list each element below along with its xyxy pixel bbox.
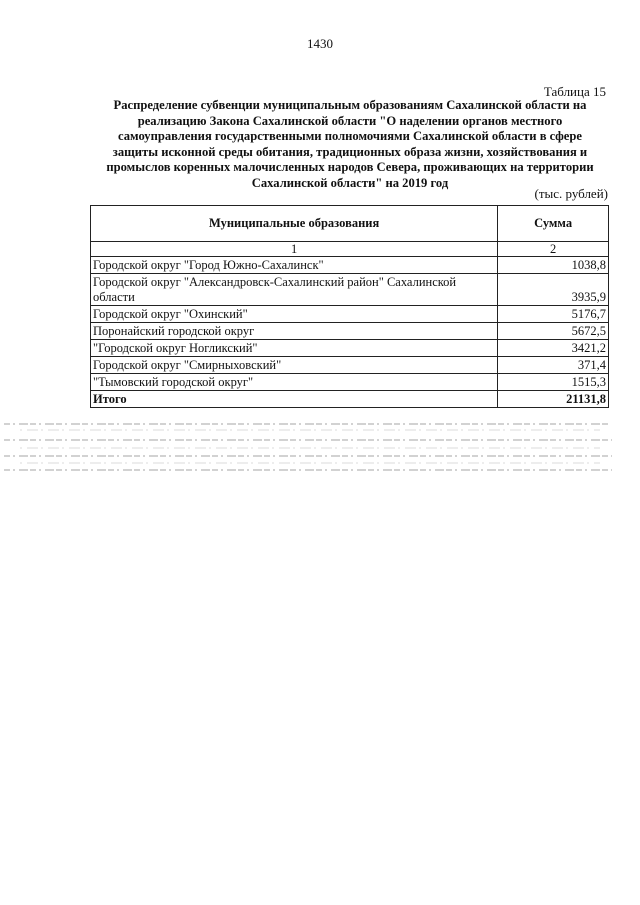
amount-value: 1515,3 xyxy=(498,374,609,391)
units-label: (тыс. рублей) xyxy=(534,186,608,201)
municipality-name: Городской округ "Охинский" xyxy=(91,306,498,323)
municipality-name: "Городской округ Ногликский" xyxy=(91,340,498,357)
column-number: 1 xyxy=(91,242,498,257)
page-number: 1430 xyxy=(307,36,333,51)
total-row xyxy=(91,391,609,408)
title-line: реализацию Закона Сахалинской области "О наделении органов местного xyxy=(137,113,563,128)
table-row xyxy=(91,306,609,323)
title-line: защиты исконной среды обитания, традиционных образа жизни, хозяйствования и xyxy=(112,144,588,159)
table-row xyxy=(91,340,609,357)
scan-noise-lines xyxy=(0,418,640,478)
total-label: Итого xyxy=(91,391,498,408)
table-row xyxy=(91,374,609,391)
amount-value: 3421,2 xyxy=(498,340,609,357)
document-title xyxy=(92,98,608,192)
table-row xyxy=(91,323,609,340)
table-label: Таблица 15 xyxy=(543,84,606,99)
municipality-name: Городской округ "Город Южно-Сахалинск" xyxy=(91,257,498,274)
amount-value: 371,4 xyxy=(498,357,609,374)
municipality-name: "Тымовский городской округ" xyxy=(91,374,498,391)
amount-value: 5176,7 xyxy=(498,306,609,323)
municipality-name: Поронайский городской округ xyxy=(91,323,498,340)
subvention-table xyxy=(90,205,609,408)
title-line: промыслов коренных малочисленных народов Севера, проживающих на территории xyxy=(106,160,594,175)
amount-value: 3935,9 xyxy=(498,274,609,306)
amount-value: 5672,5 xyxy=(498,323,609,340)
column-number-row xyxy=(91,242,609,257)
table-row xyxy=(91,257,609,274)
municipality-name: Городской округ "Александровск-Сахалинский район" Сахалинской области xyxy=(91,274,498,306)
table-row xyxy=(91,357,609,374)
title-line: самоуправления государственными полномочиями Сахалинской области в сфере xyxy=(118,129,582,144)
amount-value: 1038,8 xyxy=(498,257,609,274)
table-header-row xyxy=(91,206,609,242)
header-municipalities: Муниципальные образования xyxy=(91,206,498,242)
table-row xyxy=(91,274,609,306)
municipality-name: Городской округ "Смирныховский" xyxy=(91,357,498,374)
title-line: Сахалинской области" на 2019 год xyxy=(251,175,449,190)
total-amount: 21131,8 xyxy=(498,391,609,408)
title-line: Распределение субвенции муниципальным образованиям Сахалинской области на xyxy=(113,98,587,112)
header-sum: Сумма xyxy=(498,206,609,242)
column-number: 2 xyxy=(498,242,609,257)
